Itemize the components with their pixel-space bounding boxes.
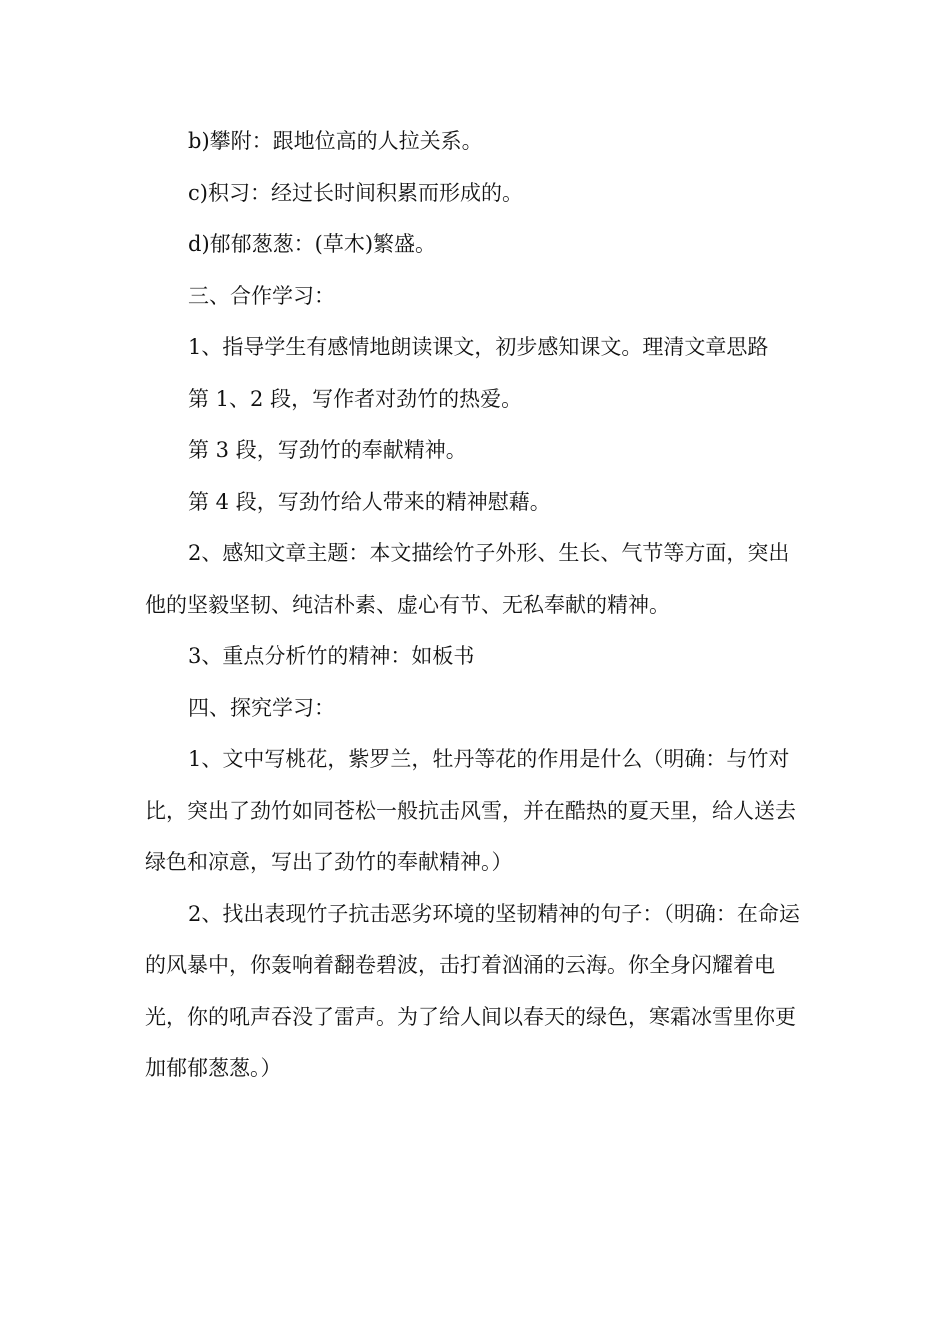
document-body bbox=[145, 116, 805, 1095]
paragraph-resilience-question: 2、找出表现竹子抗击恶劣环境的坚韧精神的句子：（明确：在命运的风暴中，你轰响着翻卷碧波，击打着汹涌的云海。你全身闪耀着电光，你的吼声吞没了雷声。为了给人间以春天的绿色，寒霜冰雪里你更加郁郁葱葱。） bbox=[145, 901, 800, 1080]
paragraph-section-1-2: 第 1、2 段，写作者对劲竹的热爱。 bbox=[188, 386, 523, 411]
paragraph-theme: 2、感知文章主题：本文描绘竹子外形、生长、气节等方面，突出他的坚毅坚韧、纯洁朴素、虚心有节、无私奉献的精神。 bbox=[145, 541, 790, 617]
paragraph-section-4: 第 4 段，写劲竹给人带来的精神慰藉。 bbox=[188, 489, 551, 514]
paragraph-key-analysis: 3、重点分析竹的精神：如板书 bbox=[188, 644, 475, 668]
paragraph-flowers-question: 1、文中写桃花，紫罗兰，牡丹等花的作用是什么（明确：与竹对比，突出了劲竹如同苍松一般抗击风雪，并在酷热的夏天里，给人送去绿色和凉意，写出了劲竹的奉献精神。） bbox=[145, 747, 796, 874]
paragraph-definition-b: b)攀附：跟地位高的人拉关系。 bbox=[188, 129, 483, 153]
paragraph-definition-c: c)积习：经过长时间积累而形成的。 bbox=[188, 180, 523, 205]
section-heading-inquiry-learning: 四、探究学习： bbox=[188, 695, 335, 720]
paragraph-reading-guidance: 1、指导学生有感情地朗读课文，初步感知课文。理清文章思路 bbox=[188, 335, 769, 359]
section-heading-cooperative-learning: 三、合作学习： bbox=[188, 283, 335, 308]
paragraph-definition-d: d)郁郁葱葱：(草木)繁盛。 bbox=[188, 232, 437, 256]
paragraph-section-3: 第 3 段，写劲竹的奉献精神。 bbox=[188, 438, 467, 462]
